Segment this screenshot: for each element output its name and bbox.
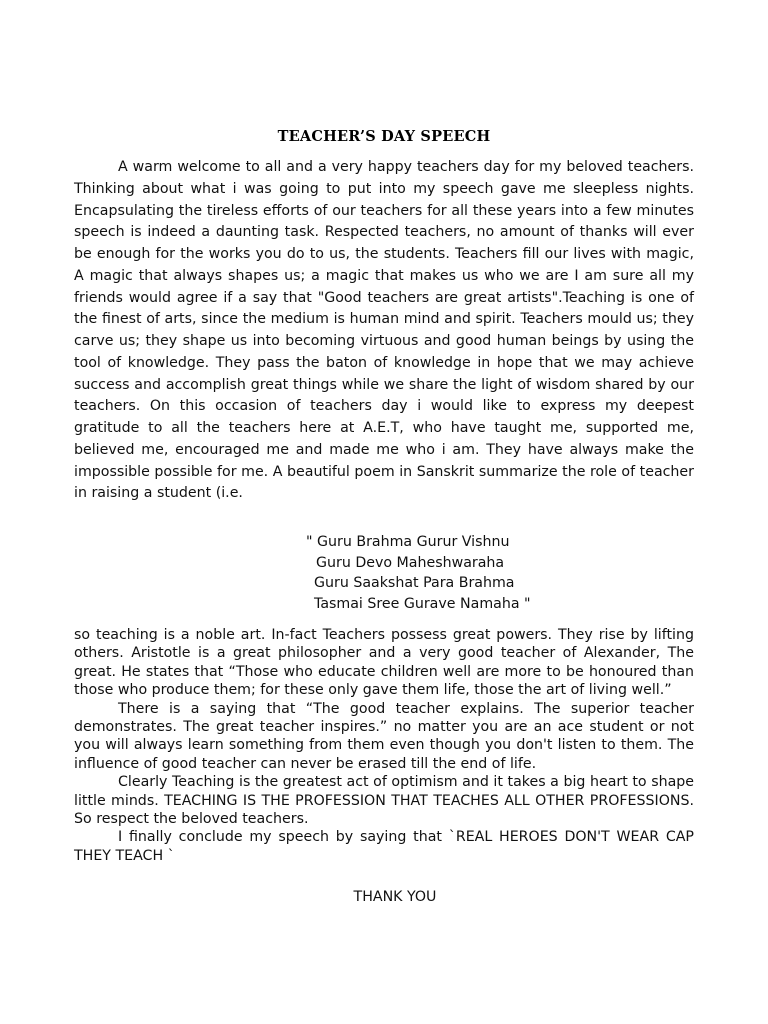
poem-line: " Guru Brahma Gurur Vishnu	[306, 534, 510, 550]
paragraph-saying: There is a saying that “The good teacher explains. The superior teacher demonstrates. The great teacher inspires.” no matter you are an ace student or not you will always learn something from them even though you don't listen to them. The influence of good teacher can never be erased till the end of life.	[74, 700, 694, 772]
poem-line: Guru Devo Maheshwaraha	[316, 554, 505, 571]
paragraph-optimism: Clearly Teaching is the greatest act of optimism and it takes a big heart to shape little minds. TEACHING IS THE PROFESSION THAT TEACHES ALL OTHER PROFESSIONS. So respect the beloved teachers.	[74, 774, 694, 828]
paragraph-conclusion: I finally conclude my speech by saying that `REAL HEROES DON'T WEAR CAP THEY TEACH `	[74, 829, 694, 864]
speech-body-lower	[74, 626, 694, 865]
speech-title: TEACHER’S DAY SPEECH	[277, 128, 491, 145]
intro-paragraph: A warm welcome to all and a very happy teachers day for my beloved teachers. Thinking about what i was going to put into my speech gave me sleepless nights. Encapsulating the tireless efforts of our teachers for all these years into a few minutes speech is indeed a daunting task. Respected teachers, no amount of thanks will ever be enough for the works you do to us, the students. Teachers fill our lives with magic, A magic that always shapes us; a magic that makes us who we are I am sure all my friends would agree if a say that "Good teachers are great artists".Teaching is one of the finest of arts, since the medium is human mind and spirit. Teachers mould us; they carve us; they shape us into becoming virtuous and good human beings by using the tool of knowledge. They pass the baton of knowledge in hope that we may achieve success and accomplish great things while we share the light of wisdom shared by our teachers. On this occasion of teachers day i would like to express my deepest gratitude to all the teachers here at A.E.T, who have taught me, supported me, believed me, encouraged me and made me who i am. They have always make the impossible possible for me. A beautiful poem in Sanskrit summarize the role of teacher in raising a student (i.e.	[74, 159, 694, 502]
closing-thank-you: THANK YOU	[353, 889, 437, 905]
paragraph-noble-art: so teaching is a noble art. In-fact Teachers possess great powers. They rise by lifting others. Aristotle is a great philosopher and a very good teacher of Alexander, The great. He states that “Those who educate children well are more to be honoured than those who produce them; for these only gave them life, those the art of living well.”	[74, 627, 694, 699]
sanskrit-poem	[0, 532, 768, 614]
poem-line: Tasmai Sree Gurave Namaha "	[314, 595, 531, 612]
poem-line: Guru Saakshat Para Brahma	[314, 575, 515, 592]
